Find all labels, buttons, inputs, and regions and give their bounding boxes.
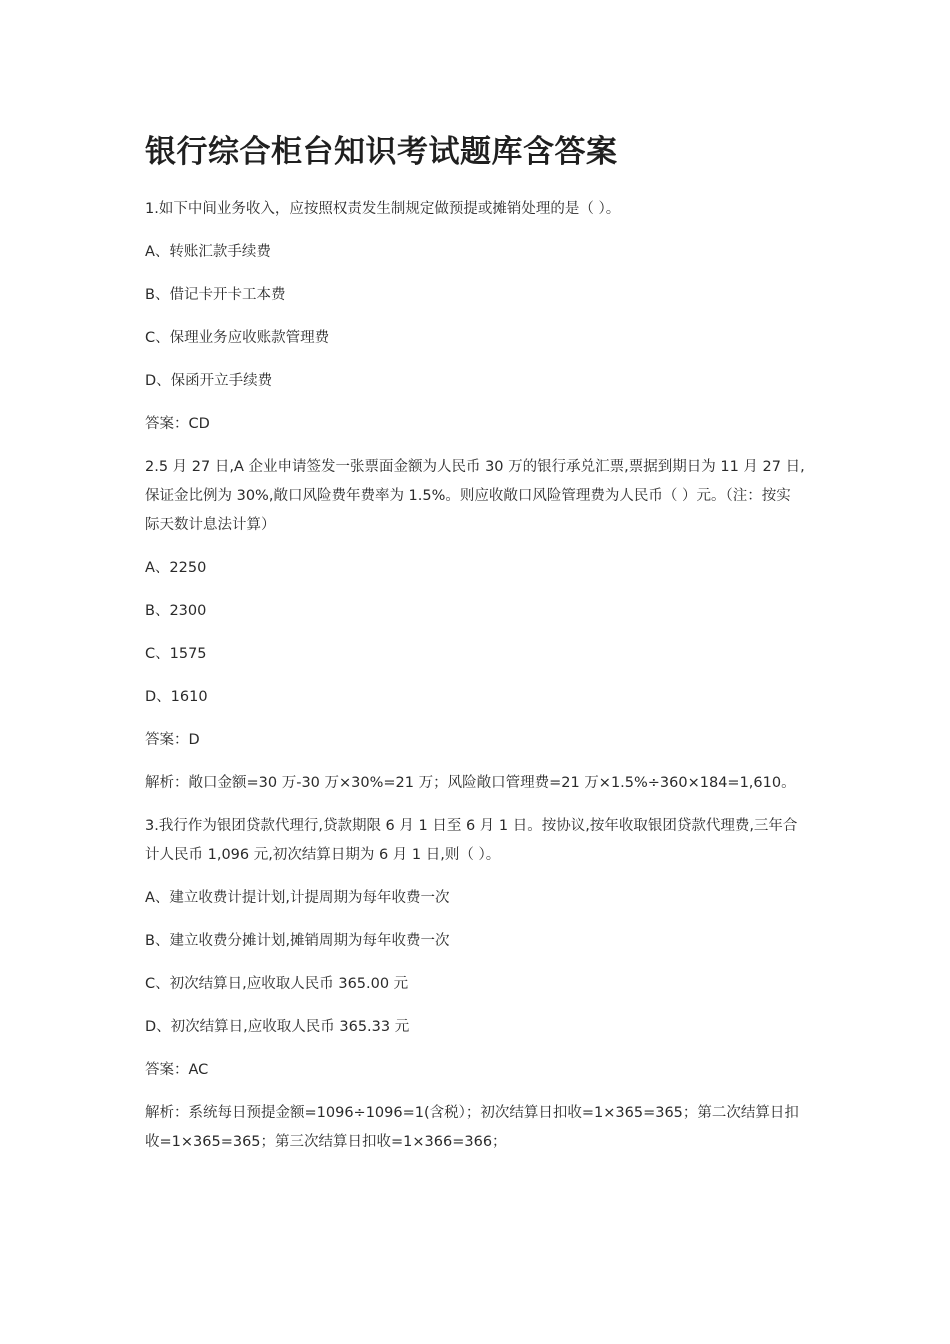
question-3-answer: 答案：AC [145,1062,209,1078]
question-3-option-b: B、建立收费分摊计划,摊销周期为每年收费一次 [145,933,450,949]
question-2-stem: 2.5 月 27 日,A 企业申请签发一张票面金额为人民币 30 万的银行承兑汇票,票据到期日为 11 月 27 日,保证金比例为 30%,敞口风险费年费率为 1.5%。则应收敞口风险管理费为人民币（ ）元。（注：按实际天数计息法计算） [145,459,805,533]
question-3-stem: 3.我行作为银团贷款代理行,贷款期限 6 月 1 日至 6 月 1 日。按协议,按年收取银团贷款代理费,三年合计人民币 1,096 元,初次结算日期为 6 月 1 日,则（ ）。 [145,818,798,863]
document-title: 银行综合柜台知识考试题库含答案 [145,134,618,170]
question-1-option-b: B、借记卡开卡工本费 [145,287,286,303]
question-1-option-d: D、保函开立手续费 [145,373,273,389]
question-2-option-b: B、2300 [145,603,207,619]
question-1-option-a: A、转账汇款手续费 [145,244,271,260]
question-2-analysis: 解析：敞口金额=30 万-30 万×30%=21 万；风险敞口管理费=21 万×1.5%÷360×184=1,610。 [145,775,796,791]
question-2-answer: 答案：D [145,732,200,748]
question-2-option-a: A、2250 [145,560,207,576]
question-1-answer: 答案：CD [145,416,210,432]
question-3-option-c: C、初次结算日,应收取人民币 365.00 元 [145,976,409,992]
question-1-stem: 1.如下中间业务收入，应按照权责发生制规定做预提或摊销处理的是（ ）。 [145,201,621,217]
question-3-analysis: 解析：系统每日预提金额=1096÷1096=1(含税）；初次结算日扣收=1×365=365；第二次结算日扣收=1×365=365；第三次结算日扣收=1×366=366； [145,1105,799,1150]
question-2-option-c: C、1575 [145,646,207,662]
question-2-option-d: D、1610 [145,689,208,705]
question-1-option-c: C、保理业务应收账款管理费 [145,330,330,346]
question-3-option-a: A、建立收费计提计划,计提周期为每年收费一次 [145,890,450,906]
question-3-option-d: D、初次结算日,应收取人民币 365.33 元 [145,1019,410,1035]
document-body [145,130,805,1171]
